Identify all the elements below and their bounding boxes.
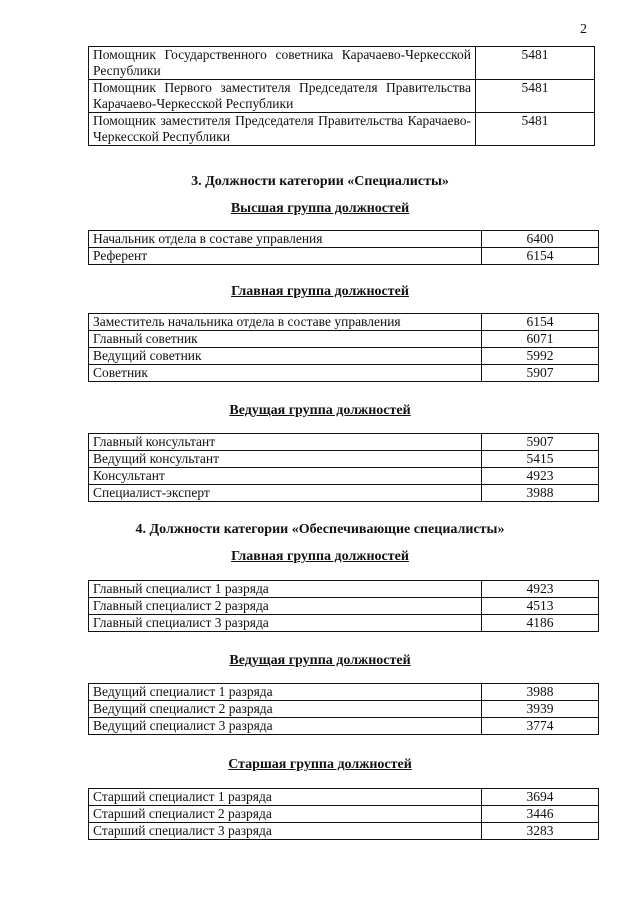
position-name: Ведущий специалист 2 разряда bbox=[89, 701, 482, 718]
position-name: Ведущий специалист 3 разряда bbox=[89, 718, 482, 735]
position-name: Заместитель начальника отдела в составе управления bbox=[89, 314, 482, 331]
salary-value: 4923 bbox=[482, 468, 599, 485]
position-name: Главный специалист 1 разряда bbox=[89, 581, 482, 598]
table-row bbox=[89, 348, 599, 365]
position-name: Старший специалист 1 разряда bbox=[89, 789, 482, 806]
table-row bbox=[89, 598, 599, 615]
table-row bbox=[89, 451, 599, 468]
assistants-table bbox=[88, 46, 595, 146]
table-row bbox=[89, 701, 599, 718]
table-row bbox=[89, 365, 599, 382]
table-row bbox=[89, 314, 599, 331]
senior-group-table bbox=[88, 788, 599, 840]
salary-value: 3988 bbox=[482, 485, 599, 502]
position-name: Старший специалист 2 разряда bbox=[89, 806, 482, 823]
table-row bbox=[89, 581, 599, 598]
table-row bbox=[89, 718, 599, 735]
salary-value: 5415 bbox=[482, 451, 599, 468]
leading-group-table-4 bbox=[88, 683, 599, 735]
salary-value: 5992 bbox=[482, 348, 599, 365]
position-name: Ведущий консультант bbox=[89, 451, 482, 468]
salary-value: 6400 bbox=[482, 231, 599, 248]
main-group-table-4 bbox=[88, 580, 599, 632]
table-row bbox=[89, 823, 599, 840]
position-name: Старший специалист 3 разряда bbox=[89, 823, 482, 840]
page-number: 2 bbox=[580, 22, 587, 37]
table-row bbox=[89, 434, 599, 451]
salary-value: 3446 bbox=[482, 806, 599, 823]
main-group-table bbox=[88, 313, 599, 382]
position-name: Главный консультант bbox=[89, 434, 482, 451]
salary-value: 5481 bbox=[476, 47, 595, 80]
position-name: Специалист-эксперт bbox=[89, 485, 482, 502]
table-row bbox=[89, 789, 599, 806]
position-name: Главный советник bbox=[89, 331, 482, 348]
table-row bbox=[89, 684, 599, 701]
table-row bbox=[89, 331, 599, 348]
position-name: Помощник Государственного советника Карачаево-Черкесской Республики bbox=[89, 47, 476, 80]
group-heading-main: Главная группа должностей bbox=[231, 284, 409, 299]
salary-value: 5481 bbox=[476, 113, 595, 146]
position-name: Референт bbox=[89, 248, 482, 265]
salary-value: 6071 bbox=[482, 331, 599, 348]
highest-group-table bbox=[88, 230, 599, 265]
salary-value: 5481 bbox=[476, 80, 595, 113]
table-row bbox=[89, 248, 599, 265]
position-name: Ведущий советник bbox=[89, 348, 482, 365]
category-3-heading: 3. Должности категории «Специалисты» bbox=[191, 174, 449, 189]
position-name: Главный специалист 2 разряда bbox=[89, 598, 482, 615]
group-heading-leading-4: Ведущая группа должностей bbox=[229, 653, 411, 668]
salary-value: 6154 bbox=[482, 314, 599, 331]
salary-value: 5907 bbox=[482, 434, 599, 451]
position-name: Помощник заместителя Председателя Правительства Карачаево-Черкесской Республики bbox=[89, 113, 476, 146]
salary-value: 3988 bbox=[482, 684, 599, 701]
position-name: Советник bbox=[89, 365, 482, 382]
salary-value: 3939 bbox=[482, 701, 599, 718]
salary-value: 3774 bbox=[482, 718, 599, 735]
leading-group-table bbox=[88, 433, 599, 502]
salary-value: 3694 bbox=[482, 789, 599, 806]
table-row bbox=[89, 468, 599, 485]
group-heading-leading: Ведущая группа должностей bbox=[229, 403, 411, 418]
position-name: Ведущий специалист 1 разряда bbox=[89, 684, 482, 701]
group-heading-senior: Старшая группа должностей bbox=[228, 757, 412, 772]
position-name: Помощник Первого заместителя Председателя Правительства Карачаево-Черкесской Республики bbox=[89, 80, 476, 113]
position-name: Консультант bbox=[89, 468, 482, 485]
position-name: Начальник отдела в составе управления bbox=[89, 231, 482, 248]
group-heading-main-4: Главная группа должностей bbox=[231, 549, 409, 564]
salary-value: 6154 bbox=[482, 248, 599, 265]
salary-value: 4186 bbox=[482, 615, 599, 632]
salary-value: 4923 bbox=[482, 581, 599, 598]
table-row bbox=[89, 485, 599, 502]
table-row bbox=[89, 80, 595, 113]
table-row bbox=[89, 615, 599, 632]
salary-value: 5907 bbox=[482, 365, 599, 382]
category-4-heading: 4. Должности категории «Обеспечивающие специалисты» bbox=[135, 522, 505, 537]
table-row bbox=[89, 231, 599, 248]
table-row bbox=[89, 806, 599, 823]
group-heading-highest: Высшая группа должностей bbox=[230, 201, 410, 216]
position-name: Главный специалист 3 разряда bbox=[89, 615, 482, 632]
salary-value: 3283 bbox=[482, 823, 599, 840]
table-row bbox=[89, 47, 595, 80]
salary-value: 4513 bbox=[482, 598, 599, 615]
table-row bbox=[89, 113, 595, 146]
